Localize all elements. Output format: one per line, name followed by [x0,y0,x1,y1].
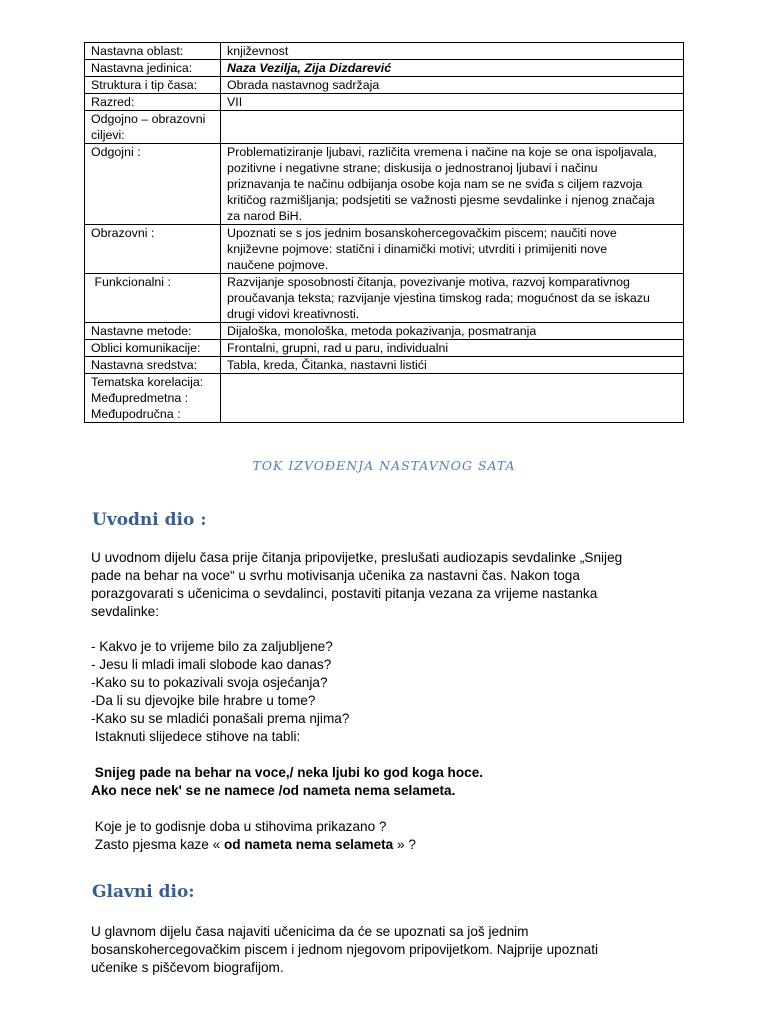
table-row [85,77,684,94]
row-value: Problematiziranje ljubavi, različita vremena i načine na koje se ona ispoljavala, pozitivne i negativne strane; diskusija o jednostranoj ljubavi i načinu priznavanja te načinu odbijanja osobe koja nam se ne sviđa s ciljem razvoja kritičog razmišljanja; podsjetiti se važnosti pjesme sevdalinke i njenog značaja za narod BiH. [221,144,684,225]
question-line: -Kako su se mladići ponašali prema njima? [91,711,350,726]
question-line: Koje je to godisnje doba u stihovima prikazano ? [91,819,387,834]
instruction-line: Istaknuti slijedece stihove na tabli: [91,729,301,744]
question-line: -Kako su to pokazivali svoja osjećanja? [91,675,328,690]
row-label: Oblici komunikacije: [85,340,221,357]
row-value [221,111,684,144]
row-value: književnost [221,43,684,60]
section-title: TOK IZVOĐENJA NASTAVNOG SATA [252,458,516,473]
row-value: Naza Vezilja, Zija Dizdarević [221,60,684,77]
row-label: Obrazovni : [85,225,221,274]
row-label: Nastavne metode: [85,323,221,340]
row-value: Razvijanje sposobnosti čitanja, povezivanje motiva, razvoj komparativnog proučavanja teksta; razvijanje vjestina timskog rada; mogućnost da se iskazu drugi vidovi kreativnosti. [221,274,684,323]
question-line: - Jesu li mladi imali slobode kao danas? [91,657,332,672]
row-label: Odgojno – obrazovni ciljevi: [85,111,221,144]
table-row [85,60,684,77]
table-row [85,340,684,357]
table-row [85,111,684,144]
table-row [85,374,684,423]
row-label: Funkcionalni : [85,274,221,323]
table-row [85,94,684,111]
table-row [85,323,684,340]
row-value: Obrada nastavnog sadržaja [221,77,684,94]
question-text: Zasto pjesma kaze « [91,837,224,852]
row-value [221,374,684,423]
question-line: - Kakvo je to vrijeme bilo za zaljubljene? [91,639,333,654]
row-label: Struktura i tip časa: [85,77,221,94]
row-label: Nastavna sredstva: [85,357,221,374]
table-row [85,357,684,374]
row-label: Tematska korelacija: Međupredmetna : Međupodručna : [85,374,221,423]
question-line [91,836,416,854]
table-row [85,43,684,60]
verse-line: Snijeg pade na behar na voce,/ neka ljubi ko god koga hoce. [91,765,484,780]
main-heading: Glavni dio: [92,882,195,902]
verse-line: Ako nece nek' se ne namece /od nameta nema selameta. [91,783,456,798]
table-row [85,144,684,225]
table-row [85,225,684,274]
row-label: Razred: [85,94,221,111]
table-row [85,274,684,323]
lesson-plan-table [84,42,684,423]
question-text: » ? [393,837,416,852]
row-value: Frontalni, grupni, rad u paru, individualni [221,340,684,357]
row-value: Upoznati se s jos jednim bosanskohercegovačkim piscem; naučiti nove književne pojmove: statični i dinamički motivi; utvrditi i primijeniti nove naučene pojmove. [221,225,684,274]
row-label: Nastavna oblast: [85,43,221,60]
intro-paragraph: U uvodnom dijelu časa prije čitanja pripovijetke, preslušati audiozapis sevdalinke „Snijeg pade na behar na voce“ u svrhu motivisanja učenika za nastavni čas. Nakon toga porazgovarati s učenicima o sevdalinci, postaviti pitanja vezana za vrijeme nastanka sevdalinke: [91,550,623,619]
row-label: Odgojni : [85,144,221,225]
question-line: -Da li su djevojke bile hrabre u tome? [91,693,316,708]
row-value: VII [221,94,684,111]
main-paragraph: U glavnom dijelu časa najaviti učenicima da će se upoznati sa još jednim bosanskohercegovačkim piscem i jednom njegovom pripovijetkom. Najprije upoznati učenike s piščevom biografijom. [91,924,598,975]
quoted-verse: od nameta nema selameta [223,837,394,852]
row-value: Dijaloška, monološka, metoda pokazivanja, posmatranja [221,323,684,340]
row-value: Tabla, kreda, Čitanka, nastavni listići [221,357,684,374]
row-label: Nastavna jedinica: [85,60,221,77]
intro-heading: Uvodni dio : [92,510,207,530]
